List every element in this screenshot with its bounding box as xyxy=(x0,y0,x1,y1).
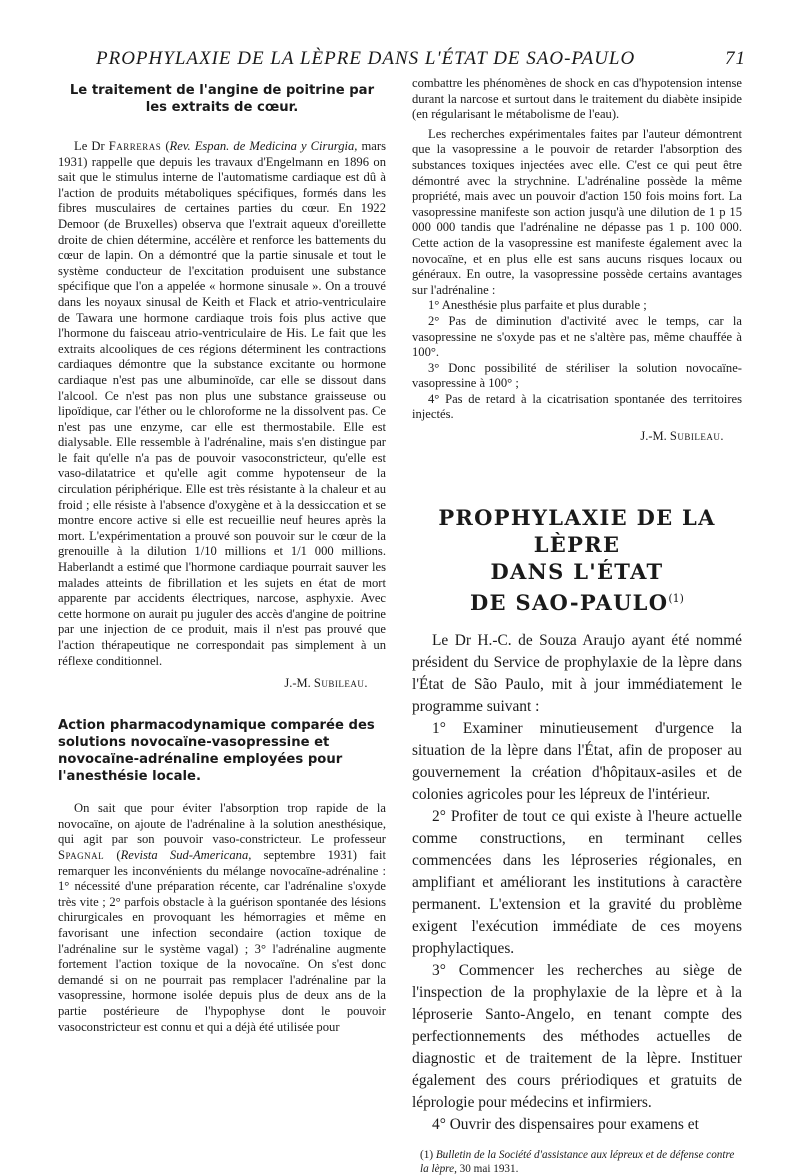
article2-list-item-3: 3° Donc possibilité de stériliser la solution novocaïne-vasopressine à 100° ; xyxy=(412,360,742,391)
article2-journal: Revista Sud-Americana, xyxy=(120,847,252,862)
running-head-title: PROPHYLAXIE DE LA LÈPRE DANS L'ÉTAT DE SAO-PAULO xyxy=(96,48,636,69)
article3-paragraph-4: 3° Commencer les recherches au siège de l'inspection de la prophylaxie de la lèpre et à la léproserie Santo-Angelo, en tenant compte des perfectionnements des méthodes actuelles de diagnostic et de traitement de la lèpre. Instituer également des cours prériodiques et gratuits de léprologie pour médecins et infirmiers. xyxy=(412,962,742,1112)
article3-title-footnote-ref: (1) xyxy=(668,592,684,606)
right-column xyxy=(412,76,742,1176)
article2-paragraph-1-continued: combattre les phénomènes de shock en cas d'hypotension intense durant la narcose et surtout dans le traitement du diabète insipide (en régularisant le métabolisme de l'eau). xyxy=(412,76,742,122)
article2-paragraph-2: Les recherches expérimentales faites par l'auteur démontrent que la vasopressine a le pouvoir de retarder l'absorption des substances toxiques injectées avec elle. C'est ce qui peut être démontré avec la strychnine. L'adrénaline possède la même propriété, mais avec un pouvoir d'action 150 fois moins fort. La vasopressine manifeste son action jusqu'à une dilution de 1 p 15 000 000 tandis que l'adrénaline ne dépasse pas 1 p. 100 000. Cette action de la vasopressine est manifeste également avec la novocaïne, et en plus elle est sans aucuns risques locaux ou généraux. En outre, la vasopressine possède certains avantages sur l'adrénaline : xyxy=(412,126,742,297)
article2-author: Spagnal xyxy=(58,847,105,862)
left-column xyxy=(58,82,386,1035)
article3-paragraph-5: 4° Ouvrir des dispensaires pour examens et xyxy=(432,1116,699,1134)
article2-title: Action pharmacodynamique comparée des solutions novocaïne-vasopressine et novocaïne-adrénaline employées pour l'anesthésie locale. xyxy=(58,718,375,785)
article3-paragraph-3: 2° Profiter de tout ce qui existe à l'heure actuelle comme constructions, en terminant celles commencées dans les léproseries régionales, en amplifiant et améliorant les institutions à caractère permanent. L'extension et la gravité du problème exigent l'exécution immédiate de ces moyens prophylactiques. xyxy=(412,808,742,958)
article3-footnote: (1) Bulletin de la Société d'assistance aux lépreux et de défense contre la lèpre, 30 mai 1931. xyxy=(420,1149,735,1176)
article3-paragraph-2: 1° Examiner minutieusement d'urgence la situation de la lèpre dans l'État, afin de proposer au gouvernement la création d'hôpitaux-asiles et de colonies agricoles pour les lépreux de l'intérieur. xyxy=(412,720,742,804)
article1-title: Le traitement de l'angine de poitrine par les extraits de cœur. xyxy=(69,83,375,115)
running-head xyxy=(96,48,746,70)
article2-signature: J.-M. Subileau. xyxy=(640,429,724,444)
article1-journal: Rev. Espan. de Medicina y Cirurgia, xyxy=(169,139,358,153)
article3-title-line1: PROPHYLAXIE DE LA LÈPRE xyxy=(438,505,716,558)
page-number: 71 xyxy=(725,48,746,69)
article3-title-line3: DE SAO-PAULO xyxy=(470,590,669,616)
article3-title xyxy=(412,504,742,616)
article2-list-item-1: 1° Anesthésie plus parfaite et plus durable ; xyxy=(428,298,647,313)
article2-paragraph-1: On sait que pour éviter l'absorption trop rapide de la novocaïne, on ajoute de l'adrénaline à la solution anesthésique, qui agit par son pouvoir vaso-constricteur. Le professeur Spagnal (Revista Sud-Americana, septembre 1931) fait remarquer les inconvénients du mélange novocaïne-adrénaline : 1° nécessité d'une préparation récente, car l'adrénaline s'oxyde très vite ; 2° parfois obstacle à la guérison spontanée des lésions chirurgicales en provoquant les hémorragies et même en favorisant une infection secondaire (action toxique de l'adrénaline sur le système vagal) ; 3° l'adrénaline augmente fortement l'action toxique de la novocaïne. On s'est donc demandé si on ne pourrait pas remplacer l'adrénaline par la vasopressine, hormone isolée depuis plus de deux ans de la partie postérieure de l'hypophyse dont le pouvoir vasoconstricteur est connu et qui a déjà été utilisée pour xyxy=(58,801,386,1034)
article2-list-item-2: 2° Pas de diminution d'activité avec le temps, car la vasopressine ne s'oxyde pas et ne s'altère pas, même chauffée à 100°. xyxy=(412,313,742,360)
article1-signature: J.-M. Subileau. xyxy=(284,676,368,691)
article3-title-line2: DANS L'ÉTAT xyxy=(490,559,664,585)
article3-paragraph-1: Le Dr H.-C. de Souza Araujo ayant été nommé président du Service de prophylaxie de la lèpre dans l'État de São Paulo, mit à jour immédiatement le programme suivant : xyxy=(412,632,742,716)
article2-list-item-4: 4° Pas de retard à la cicatrisation spontanée des territoires injectés. xyxy=(412,391,742,422)
article1-paragraph: Le Dr Farreras (Rev. Espan. de Medicina y Cirurgia, mars 1931) rappelle que depuis les travaux d'Engelmann en 1896 on sait que le stimulus interne de l'automatisme cardiaque est dû à l'action de produits métaboliques spécifiques, formés dans les fibres musculaires de certaines parties du cœur. En 1922 Demoor (de Bruxelles) observa que l'extrait aqueux d'oreillette droite de chien détermine, accélère et renforce les battements du cœur de lapin. On a démontré que la partie sinusale et tout le système conducteur de l'excitation produisent une substance spécifique que l'on a appelée « hormone sinusale ». On a trouvé dans les noyaux sinusal de Keith et Flack et atrio-ventriculaire de Tawara une hormone cardiaque trois fois plus active que l'hormone du faisceau atrio-ventriculaire de His. Le fait que les extraits alcooliques de ces régions déterminent les contractions cardiaques démontre que la substance excitante ou hormone cardiaque n'est pas une albuminoïde, car elle se dissout dans l'alcool. Ce n'est pas non plus une substance graisseuse ou lipoïdique, car l'éther ou le chloroforme ne la dissolvent pas. Ce n'est pas une enzyme, car elle est thermostabile. Elle est dialysable. Elle ressemble à l'adrénaline, mais s'en distingue par le fait qu'elle n'a pas de pouvoir vasoconstricteur, qu'elle est vaso-dilatatrice et qu'elle agit comme hypotenseur de la circulation périphérique. Elle est très résistante à la chaleur et au froid ; elle résiste à l'absence d'oxygène et à la dessiccation et se montre encore active si elle est recueillie neuf heures après la mort. L'expérimentation a prouvé son pouvoir sur le cœur de la grenouille à la dilution 1/10 millions et 1/1 000 millions. Haberlandt a estimé que l'hormone cardiaque pourrait sauver les malades atteints de fibrillation et les sujets en état de mort apparente par accidents électriques, narcose, asphyxie. Avec cette hormone on aurait pu juguler des accès d'angine de poitrine par une injection de ce produit, mais il n'est pas prouvé que l'action thérapeutique ne correspondait pas simplement à un réflexe conditionnel. xyxy=(58,139,386,668)
article1-author: Farreras xyxy=(108,139,162,153)
